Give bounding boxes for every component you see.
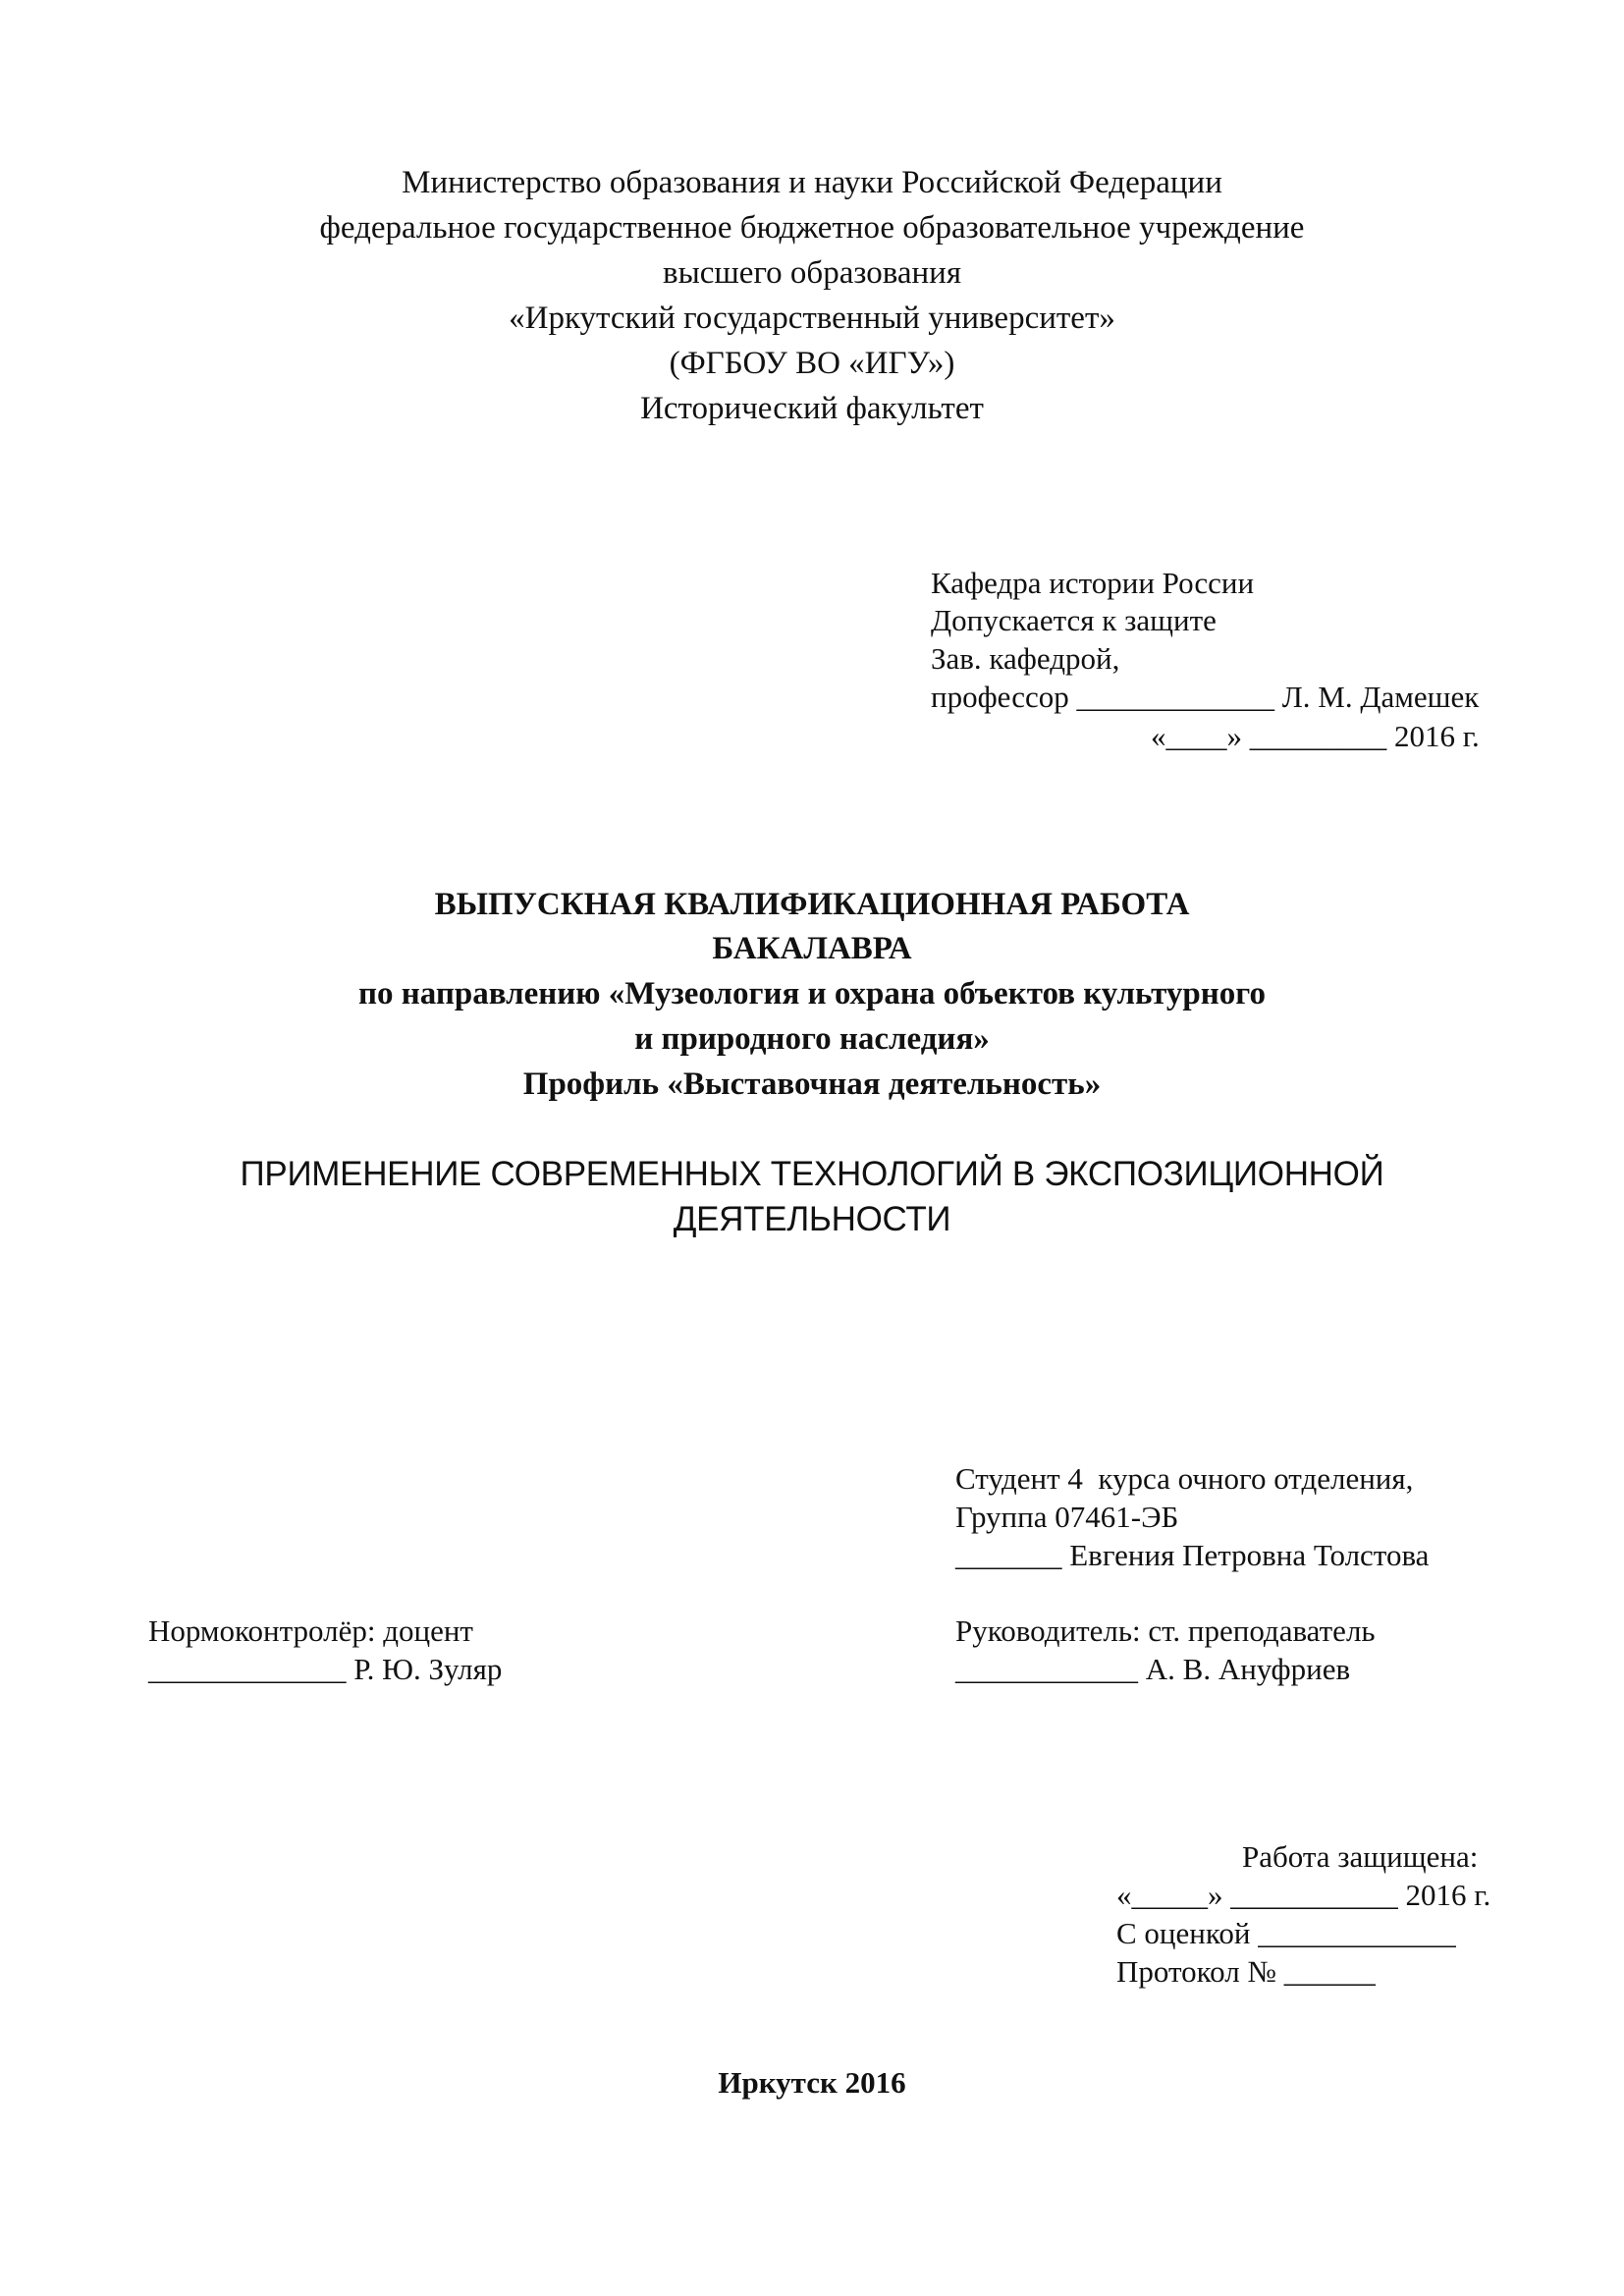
head-line: Зав. кафедрой, bbox=[931, 641, 1120, 676]
work-type-title: ВЫПУСКНАЯ КВАЛИФИКАЦИОННАЯ РАБОТА bbox=[434, 887, 1190, 922]
institution-type-line: федеральное государственное бюджетное образовательное учреждение bbox=[319, 210, 1305, 246]
supervisor-signature: ____________ А. В. Ануфриев bbox=[955, 1652, 1351, 1686]
approval-date-line: «____» _________ 2016 г. bbox=[1151, 719, 1480, 753]
supervisor-role: Руководитель: ст. преподаватель bbox=[955, 1613, 1376, 1648]
topic-title-cont: ДЕЯТЕЛЬНОСТИ bbox=[673, 1200, 951, 1238]
topic-title: ПРИМЕНЕНИЕ СОВРЕМЕННЫХ ТЕХНОЛОГИЙ В ЭКСПОЗИЦИОННОЙ bbox=[240, 1155, 1384, 1193]
defense-date: «_____» ___________ 2016 г. bbox=[1116, 1878, 1491, 1912]
defense-grade: С оценкой _____________ bbox=[1116, 1916, 1456, 1950]
student-course-line: Студент 4 курса очного отделения, bbox=[955, 1461, 1414, 1496]
city-year: Иркутск 2016 bbox=[718, 2065, 906, 2100]
student-name-line: _______ Евгения Петровна Толстова bbox=[955, 1538, 1430, 1572]
professor-signature-line: профессор _____________ Л. М. Дамешек bbox=[931, 680, 1480, 714]
profile-line: Профиль «Выставочная деятельность» bbox=[522, 1066, 1102, 1102]
direction-line-cont: и природного наследия» bbox=[634, 1021, 990, 1057]
admitted-line: Допускается к защите bbox=[931, 603, 1217, 637]
education-level-line: высшего образования bbox=[663, 255, 961, 291]
student-group-line: Группа 07461-ЭБ bbox=[955, 1500, 1179, 1534]
faculty-line: Исторический факультет bbox=[640, 391, 984, 426]
university-name-line: «Иркутский государственный университет» bbox=[509, 301, 1115, 336]
degree-title: БАКАЛАВРА bbox=[712, 931, 912, 966]
department-line: Кафедра истории России bbox=[931, 566, 1255, 600]
defense-title: Работа защищена: bbox=[1242, 1839, 1479, 1874]
defense-protocol: Протокол № ______ bbox=[1116, 1954, 1376, 1989]
normcontrol-signature: _____________ Р. Ю. Зуляр bbox=[148, 1652, 503, 1686]
normcontrol-role: Нормоконтролёр: доцент bbox=[148, 1613, 473, 1648]
direction-line: по направлению «Музеология и охрана объектов культурного bbox=[358, 976, 1266, 1011]
university-abbr-line: (ФГБОУ ВО «ИГУ») bbox=[669, 346, 955, 381]
ministry-line: Министерство образования и науки Российской Федерации bbox=[402, 165, 1222, 200]
